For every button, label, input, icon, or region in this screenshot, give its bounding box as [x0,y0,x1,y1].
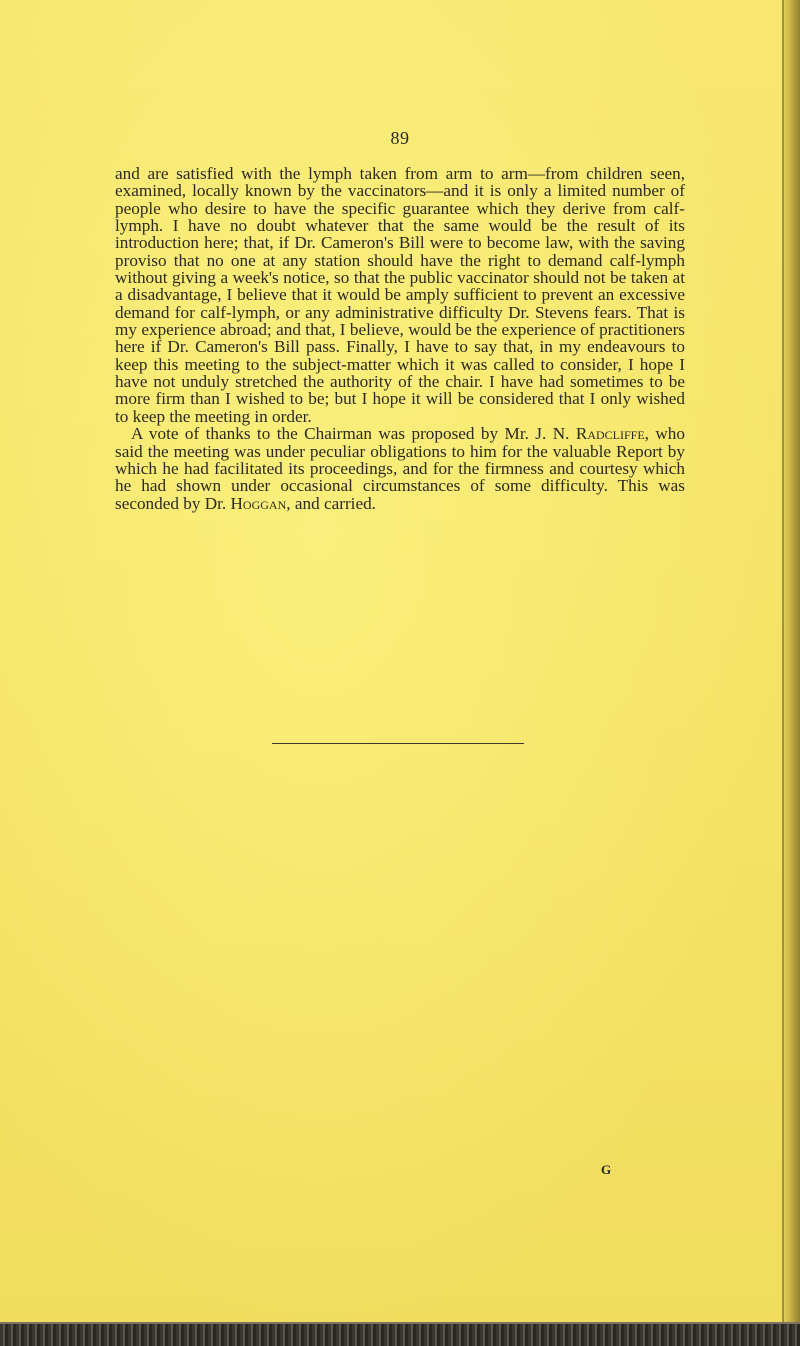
vote-text-part-3: , and carried. [286,493,376,513]
page-number: 89 [390,128,410,148]
page-edge-right [782,0,800,1346]
vote-text-part-1: A vote of thanks to the Chairman was proposed by Mr. J. N. [131,424,576,444]
page-edge-line [782,0,784,1346]
signature-mark: G [601,1162,612,1177]
paragraph-vote-of-thanks [115,425,685,512]
name-hoggan: Hoggan [230,493,287,513]
page-edge-bottom [0,1322,800,1346]
paragraph-chairman-remarks: and are satisfied with the lymph taken from arm to arm—from children seen, examined, locally known by the vaccinators—and it is only a limited number of people who desire to have the specific guarantee which they derive from calf-lymph. I have no doubt whatever that the same would be the result of its introduction here; that, if Dr. Cameron's Bill were to become law, with the saving proviso that no one at any station should have the right to demand calf-lymph without giving a week's notice, so that the public vaccinator should not be taken at a disadvantage, I believe that it would be amply sufficient to prevent an excessive demand for calf-lymph, or any administrative difficulty Dr. Stevens fears. That is my experience abroad; and that, I believe, would be the experience of practitioners here if Dr. Cameron's Bill pass. Finally, I have to say that, in my endeavours to keep this meeting to the subject-matter which it was called to consider, I hope I have not unduly stretched the authority of the chair. I have had sometimes to be more firm than I wished to be; but I hope it will be considered that I only wished to keep the meeting in order. [115,164,685,426]
name-radcliffe: Radcliffe [575,424,645,444]
vote-text-part-2: , who said the meeting was under peculiar obligations to him for the valuable Report by which he had facilitated its proceedings, and for the firmness and courtesy which he had shown under occasional circumstances of some difficulty. This was seconded by Dr. [115,424,685,513]
body-text [115,165,685,512]
section-divider [272,743,524,744]
